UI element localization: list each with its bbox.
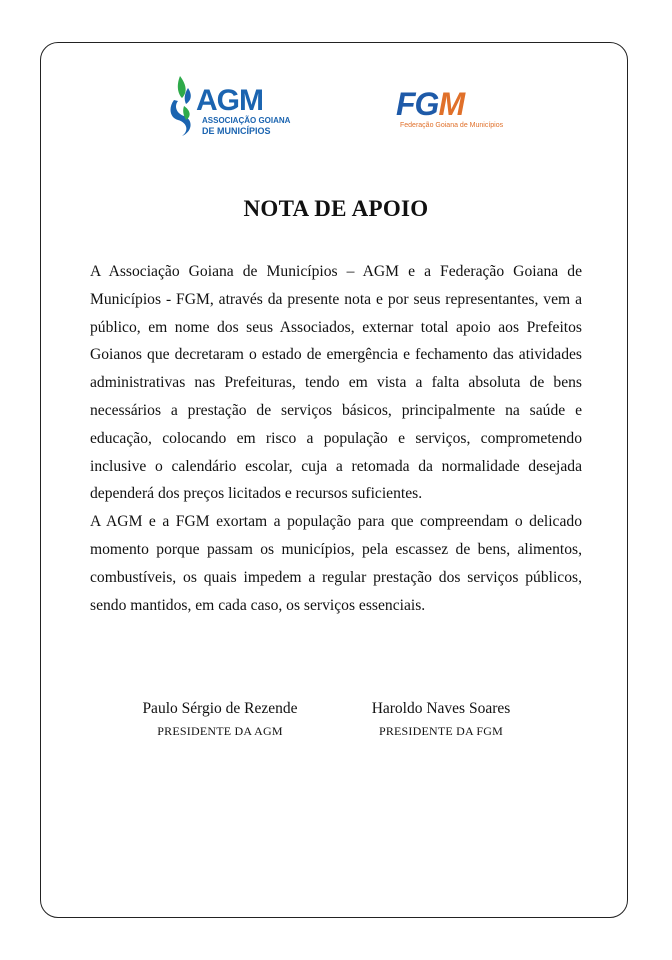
agm-logo-line-1: ASSOCIAÇÃO GOIANA: [202, 116, 291, 125]
fgm-logo-word-m: M: [438, 86, 465, 122]
agm-logo-word: AGM: [196, 84, 263, 117]
signature-name: Paulo Sérgio de Rezende: [142, 700, 298, 717]
paragraph-2: A AGM e a FGM exortam a população para que compreendam o delicado momento porque passam os municípios, pela escassez de bens, alimentos, combustíveis, os quais impedem a regular prestação dos serviços públicos, sendo mantidos, em cada caso, os serviços essenciais.: [90, 513, 582, 614]
document-body: [90, 258, 582, 619]
signature-name: Haroldo Naves Soares: [371, 700, 511, 717]
fgm-logo: [396, 86, 504, 136]
paragraph-1: A Associação Goiana de Municípios – AGM e a Federação Goiana de Municípios - FGM, através da presente nota e por seus representantes, vem a público, em nome dos seus Associados, externar total apoio aos Prefeitos Goianos que decretaram o estado de emergência e fechamento das atividades administrativas nas Prefeituras, tendo em vista a falta absoluta de bens necessários a prestação de serviços básicos, principalmente na saúde e educação, colocando em risco a população e serviços, comprometendo inclusive o calendário escolar, cuja a retomada da normalidade desejada dependerá dos preços licitados e recursos suficientes.: [90, 263, 582, 503]
fgm-logo-word: [396, 88, 464, 120]
agm-logo: [166, 74, 291, 140]
agm-logo-line-2: DE MUNICÍPIOS: [202, 126, 271, 136]
fgm-logo-subtitle: Federação Goiana de Municípios: [400, 122, 504, 129]
document-title: NOTA DE APOIO: [243, 196, 429, 221]
agm-emblem-icon: [166, 74, 200, 140]
fgm-logo-word-fg: FG: [396, 86, 439, 122]
signature-role: PRESIDENTE DA FGM: [378, 724, 504, 738]
signature-fgm: [352, 698, 530, 742]
signature-agm: [130, 698, 310, 742]
signature-role: PRESIDENTE DA AGM: [157, 724, 283, 738]
